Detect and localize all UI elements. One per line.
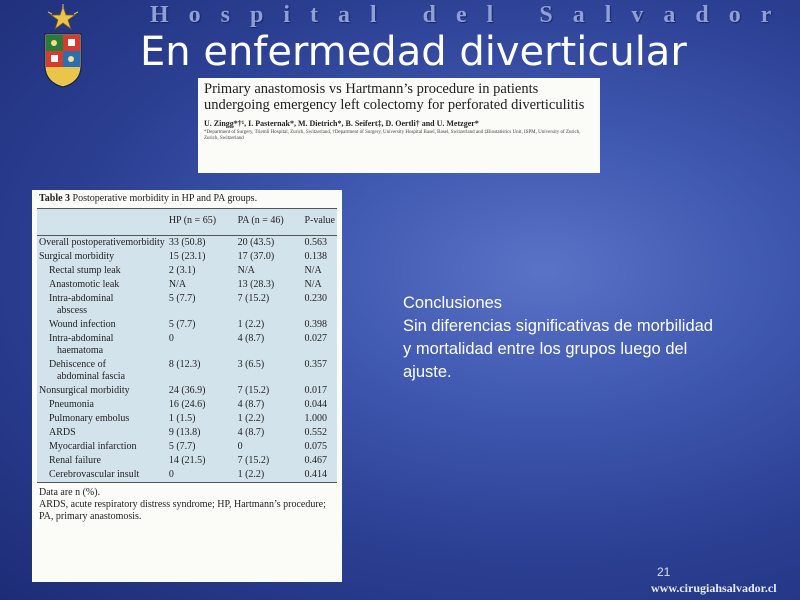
pa-value: 4 (8.7) [237, 399, 265, 410]
table-body-shade [37, 208, 337, 483]
row-label [37, 468, 167, 482]
table-caption-label: Table 3 [39, 193, 71, 204]
p-value: 0.357 [304, 359, 327, 370]
row-label-text: ARDS [49, 427, 76, 438]
pa-value: 13 (28.3) [237, 279, 275, 290]
table-row [37, 250, 337, 264]
table-row [37, 292, 337, 318]
row-label-text: Intra-abdominal [49, 293, 114, 304]
table-notes [37, 487, 337, 523]
table-row [37, 440, 337, 454]
page-number: 21 [657, 565, 671, 579]
table-row [37, 264, 337, 278]
hp-value: 14 (21.5) [168, 455, 206, 466]
hp-value: N/A [168, 279, 187, 290]
hp-value: 16 (24.6) [168, 399, 206, 410]
hp-value: 5 (7.7) [168, 319, 196, 330]
row-label-text: Pulmonary embolus [49, 413, 130, 424]
row-label [37, 250, 167, 264]
paper-authors: U. Zingg*†¹, I. Pasternak*, M. Dietrich*, B. Seifert‡, D. Oertli† and U. Metzger* [204, 119, 479, 128]
row-label [37, 358, 167, 384]
row-label [37, 278, 167, 292]
row-label-text: Wound infection [49, 319, 116, 330]
column-header-label [37, 209, 167, 236]
morbidity-table-excerpt [32, 190, 342, 582]
table-row [37, 384, 337, 398]
hp-value: 0 [168, 333, 174, 344]
pa-value: 4 (8.7) [237, 427, 265, 438]
morbidity-table [37, 209, 337, 482]
hp-value: 33 (50.8) [168, 237, 206, 248]
p-value: 1.000 [304, 413, 327, 424]
paper-title: Primary anastomosis vs Hartmann’s procedure in patients undergoing emergency left colectomy for perforated diverticulitis [204, 81, 585, 113]
table-row [37, 412, 337, 426]
table-row [37, 358, 337, 384]
pa-value: 7 (15.2) [237, 455, 270, 466]
conclusions-heading: Conclusiones [403, 294, 503, 312]
table-note-abbreviations: ARDS, acute respiratory distress syndrome; HP, Hartmann’s procedure; PA, primary anastomosis. [39, 499, 326, 522]
pa-value: 4 (8.7) [237, 333, 265, 344]
row-label [37, 236, 167, 251]
hp-value: 2 (3.1) [168, 265, 196, 276]
pa-value: 7 (15.2) [237, 293, 270, 304]
row-label [37, 384, 167, 398]
p-value: 0.027 [304, 333, 327, 344]
row-label [37, 426, 167, 440]
p-value: 0.563 [304, 237, 327, 248]
column-header-hp: HP (n = 65) [167, 209, 236, 236]
table-rows [37, 236, 337, 483]
pa-value: 1 (2.2) [237, 469, 265, 480]
row-label-text: Cerebrovascular insult [49, 469, 140, 480]
row-label [37, 398, 167, 412]
hp-value: 24 (36.9) [168, 385, 206, 396]
p-value: N/A [304, 265, 322, 276]
pa-value: 3 (6.5) [237, 359, 265, 370]
hp-value: 8 (12.3) [168, 359, 201, 370]
p-value: 0.138 [304, 251, 327, 262]
row-label-text: Dehiscence of [49, 359, 106, 370]
table-row [37, 236, 337, 251]
table-row [37, 398, 337, 412]
pa-value: 0 [237, 441, 243, 452]
row-label [37, 318, 167, 332]
conclusions-block [403, 292, 723, 384]
table-row [37, 318, 337, 332]
row-label [37, 292, 167, 318]
table-header-row [37, 209, 337, 236]
p-value: 0.552 [304, 427, 327, 438]
website-url: www.cirugiahsalvador.cl [651, 581, 777, 595]
table-row [37, 278, 337, 292]
pa-value: 20 (43.5) [237, 237, 275, 248]
row-label-text: Nonsurgical morbidity [39, 385, 130, 396]
table-caption [39, 193, 337, 204]
table-row [37, 454, 337, 468]
p-value: 0.044 [304, 399, 327, 410]
hp-value: 9 (13.8) [168, 427, 201, 438]
row-label-text: Intra-abdominal [49, 333, 114, 344]
row-label-continuation: abscess [57, 305, 87, 316]
row-label [37, 264, 167, 278]
p-value: 0.017 [304, 385, 327, 396]
pa-value: 1 (2.2) [237, 413, 265, 424]
pa-value: 1 (2.2) [237, 319, 265, 330]
row-label-continuation: morbidity [125, 237, 165, 248]
conclusions-text: Sin diferencias significativas de morbilidad y mortalidad entre los grupos luego del ajuste. [403, 317, 713, 381]
row-label-text: Surgical morbidity [39, 251, 115, 262]
row-label-text: Anastomotic leak [49, 279, 120, 290]
table-caption-text: Postoperative morbidity in HP and PA groups. [72, 193, 258, 204]
p-value: 0.467 [304, 455, 327, 466]
pa-value: N/A [237, 265, 255, 276]
row-label [37, 454, 167, 468]
row-label [37, 332, 167, 358]
paper-header-excerpt [198, 78, 600, 173]
column-header-pvalue: P-value [302, 209, 337, 236]
row-label [37, 440, 167, 454]
row-label-text: Rectal stump leak [49, 265, 121, 276]
row-label-text: Pneumonia [49, 399, 94, 410]
row-label-continuation: haematoma [57, 345, 104, 356]
hp-value: 5 (7.7) [168, 441, 196, 452]
hospital-banner: Hospital del Salvador [150, 2, 792, 28]
row-label-continuation: abdominal fascia [57, 371, 126, 382]
p-value: 0.075 [304, 441, 327, 452]
pa-value: 7 (15.2) [237, 385, 270, 396]
hp-value: 1 (1.5) [168, 413, 196, 424]
table-note-data: Data are n (%). [39, 487, 101, 498]
paper-affiliation: *Department of Surgery, Triemli Hospital, Zurich, Switzerland, †Department of Surgery, University Hospital Basel, Basel, Switzerland and ‡Biostatistics Unit, ISPM, University of Zurich, Zurich, Switzerland [204, 130, 581, 141]
hospital-crest-icon [38, 4, 88, 88]
row-label-text: Renal failure [49, 455, 101, 466]
hp-value: 5 (7.7) [168, 293, 196, 304]
row-label-text: Myocardial infarction [49, 441, 137, 452]
hp-value: 15 (23.1) [168, 251, 206, 262]
p-value: N/A [304, 279, 322, 290]
table-row [37, 426, 337, 440]
p-value: 0.414 [304, 469, 327, 480]
hp-value: 0 [168, 469, 174, 480]
table-row [37, 468, 337, 482]
row-label-text: Overall postoperative [39, 237, 126, 248]
p-value: 0.398 [304, 319, 327, 330]
table-row [37, 332, 337, 358]
p-value: 0.230 [304, 293, 327, 304]
slide-title: En enfermedad diverticular [140, 29, 687, 75]
pa-value: 17 (37.0) [237, 251, 275, 262]
row-label [37, 412, 167, 426]
column-header-pa: PA (n = 46) [236, 209, 303, 236]
